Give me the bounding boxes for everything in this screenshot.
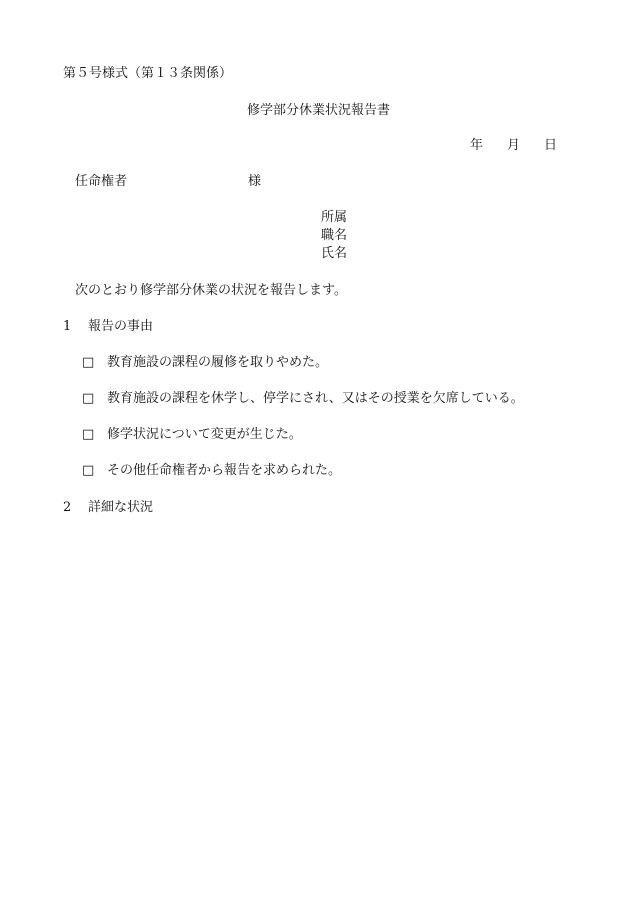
section-2-number: 2 <box>63 500 72 515</box>
reason-option-label: その他任命権者から報告を求められた。 <box>107 463 342 478</box>
document-title: 修学部分休業状況報告書 <box>247 103 391 118</box>
section-1-title: 報告の事由 <box>88 319 154 334</box>
reason-option-label: 修学状況について変更が生じた。 <box>107 427 302 442</box>
form-number: 第５号様式（第１３条関係） <box>63 66 233 81</box>
intro-text: 次のとおり修学部分休業の状況を報告します。 <box>75 283 347 298</box>
reason-option-4[interactable] <box>82 462 341 479</box>
position-label: 職名 <box>321 228 348 243</box>
reason-option-3[interactable] <box>82 426 302 443</box>
section-1-number: 1 <box>63 319 72 334</box>
date-year-label: 年 <box>470 138 484 153</box>
name-label: 氏名 <box>321 246 348 261</box>
checkbox-icon[interactable]: □ <box>82 391 95 406</box>
addressee-label: 任命権者 <box>75 174 128 189</box>
date-day-label: 日 <box>544 138 558 153</box>
section-1-heading <box>63 318 153 335</box>
section-2-heading <box>63 499 153 516</box>
checkbox-icon[interactable]: □ <box>82 355 95 370</box>
affiliation-label: 所属 <box>321 210 348 225</box>
checkbox-icon[interactable]: □ <box>82 427 95 442</box>
section-2-title: 詳細な状況 <box>88 500 154 515</box>
reason-option-1[interactable] <box>82 354 328 371</box>
reason-option-label: 教育施設の課程の履修を取りやめた。 <box>107 355 329 370</box>
addressee-honorific: 様 <box>248 174 262 189</box>
reason-option-2[interactable] <box>82 390 524 407</box>
date-month-label: 月 <box>507 138 521 153</box>
reason-option-label: 教育施設の課程を休学し、停学にされ、又はその授業を欠席している。 <box>107 391 524 406</box>
checkbox-icon[interactable]: □ <box>82 463 95 478</box>
